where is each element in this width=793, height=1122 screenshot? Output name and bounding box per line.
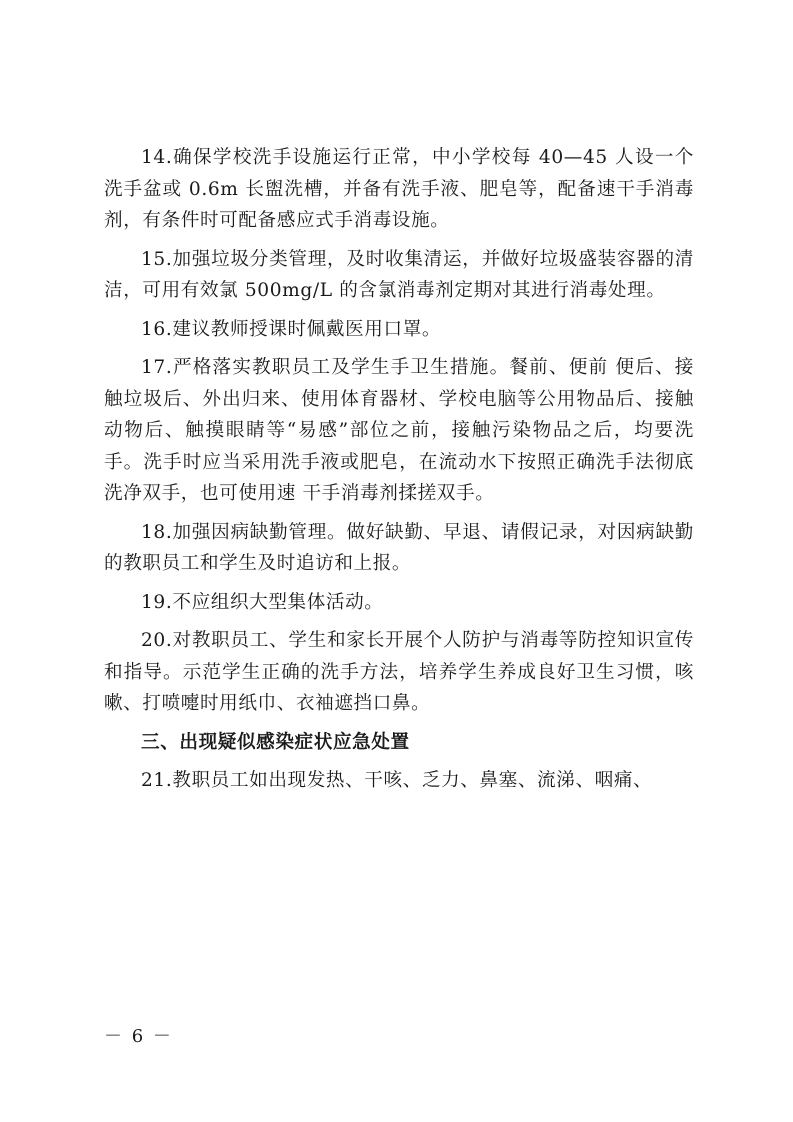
document-body xyxy=(104,142,694,804)
page-number: － 6 － xyxy=(104,1026,173,1047)
paragraph-item-18: 18.加强因病缺勤管理。做好缺勤、早退、请假记录，对因病缺勤的教职员工和学生及时追访和上报。 xyxy=(104,521,694,574)
paragraph-item-14: 14.确保学校洗手设施运行正常，中小学校每 40—45 人设一个洗手盆或 0.6m 长盥洗槽，并备有洗手液、肥皂等，配备速干手消毒剂，有条件时可配备感应式手消毒设施。 xyxy=(104,147,694,231)
paragraph-item-21: 21.教职员工如出现发热、干咳、乏力、鼻塞、流涕、咽痛、 xyxy=(141,770,653,791)
paragraph-item-15: 15.加强垃圾分类管理，及时收集清运，并做好垃圾盛装容器的清洁，可用有效氯 500mg/L 的含氯消毒剂定期对其进行消毒处理。 xyxy=(104,248,694,301)
paragraph-item-19: 19.不应组织大型集体活动。 xyxy=(141,591,384,613)
paragraph-item-20: 20.对教职员工、学生和家长开展个人防护与消毒等防控知识宣传和指导。示范学生正确的洗手方法，培养学生养成良好卫生习惯，咳嗽、打喷嚏时用纸巾、衣袖遮挡口鼻。 xyxy=(104,630,694,714)
paragraph-item-16: 16.建议教师授课时佩戴医用口罩。 xyxy=(141,318,442,340)
paragraph-item-17: 17.严格落实教职员工及学生手卫生措施。餐前、便前 便后、接触垃圾后、外出归来、使用体育器材、学校电脑等公用物品后、接触动物后、触摸眼睛等“易感”部位之前，接触污染物品之后，均要洗手。洗手时应当采用洗手液或肥皂，在流动水下按照正确洗手法彻底洗净双手，也可使用速 干手消毒剂揉搓双手。 xyxy=(104,357,694,504)
section-heading: 三、出现疑似感染症状应急处置 xyxy=(141,731,410,753)
